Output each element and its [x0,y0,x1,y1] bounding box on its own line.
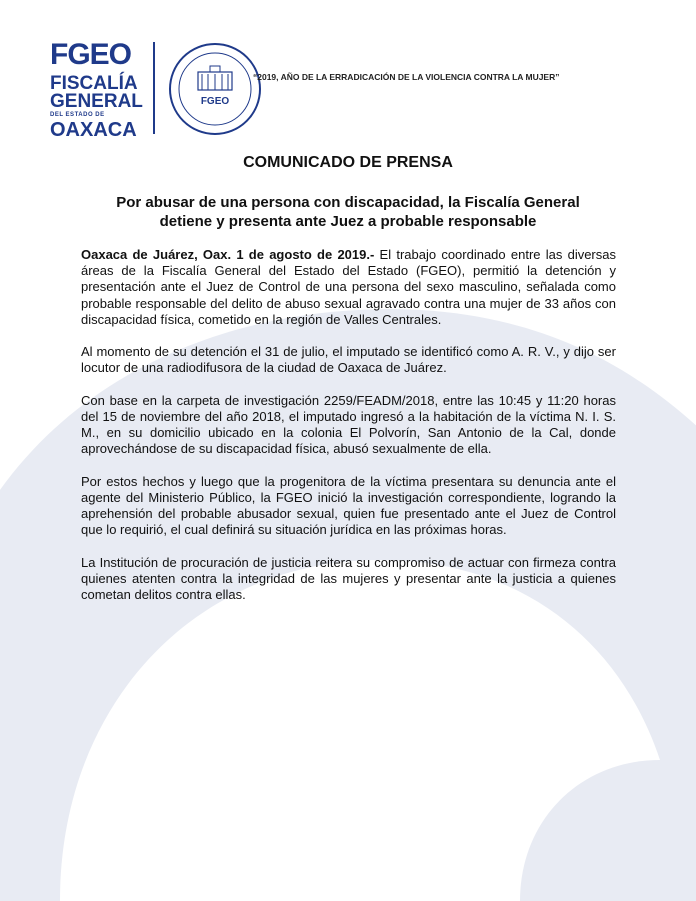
logo-fiscalia-text: FISCALÍA [50,73,138,94]
headline-line-2: detiene y presenta ante Juez a probable responsable [159,213,537,230]
paragraph-5: La Institución de procuración de justicia reitera su compromiso de actuar con firmeza contra quienes atenten contra la integridad de las mujeres y presentar ante la justicia a quienes cometan delitos contra ellas. [81,554,616,603]
seal-label: FGEO [200,96,230,107]
fgeo-seal-icon [168,42,262,136]
paragraph-4: Por estos hechos y luego que la progenitora de la víctima presentara su denuncia ante el agente del Ministerio Público, la FGEO inició la investigación correspondiente, logrando la aprehensión del probable abusador sexual, quien fue presentado ante el Juez de Control que lo requirió, el cual definirá su situación jurídica en las próximas horas. [81,473,616,538]
fgeo-logo [50,40,160,140]
logo-del-estado-text: DEL ESTADO DE [50,112,105,118]
press-release-body [81,247,616,620]
document-title: COMUNICADO DE PRENSA [243,154,453,171]
paragraph-3: Con base en la carpeta de investigación 2259/FEADM/2018, entre las 10:45 y 11:20 horas del 15 de noviembre del año 2018, el imputado ingresó a la habitación de la víctima N. I. S. M., en su domicilio ubicado en la colonia El Polvorín, San Antonio de la Cal, donde aprovechándose de su discapacidad física, abusó sexualmente de ella. [81,392,616,457]
paragraph-2: Al momento de su detención el 31 de julio, el imputado se identificó como A. R. V., y dijo ser locutor de una radiodifusora de la ciudad de Oaxaca de Juárez. [81,344,616,376]
headline-line-1: Por abusar de una persona con discapacidad, la Fiscalía General [116,194,580,211]
slogan-text: “2019, AÑO DE LA ERRADICACIÓN DE LA VIOLENCIA CONTRA LA MUJER” [253,72,560,82]
logo-fgeo-text: FGEO [50,38,132,71]
logo-general-text: GENERAL [50,91,143,112]
dateline: Oaxaca de Juárez, Oax. 1 de agosto de 2019.- [81,247,375,262]
headline [90,193,606,231]
logo-oaxaca-text: OAXACA [50,119,137,141]
logo-divider [153,42,155,134]
letterhead [0,0,696,150]
paragraph-1-text: El trabajo coordinado entre las diversas áreas de la Fiscalía General del Estado del Estado (FGEO), permitió la detención y presentación ante el Juez de Control de una persona del sexo masculino, señalada como probable responsable del delito de abuso sexual agravado contra una mujer de 33 años con discapacidad física, cometido en la región de Valles Centrales. [81,247,616,327]
paragraph-1 [81,247,616,328]
